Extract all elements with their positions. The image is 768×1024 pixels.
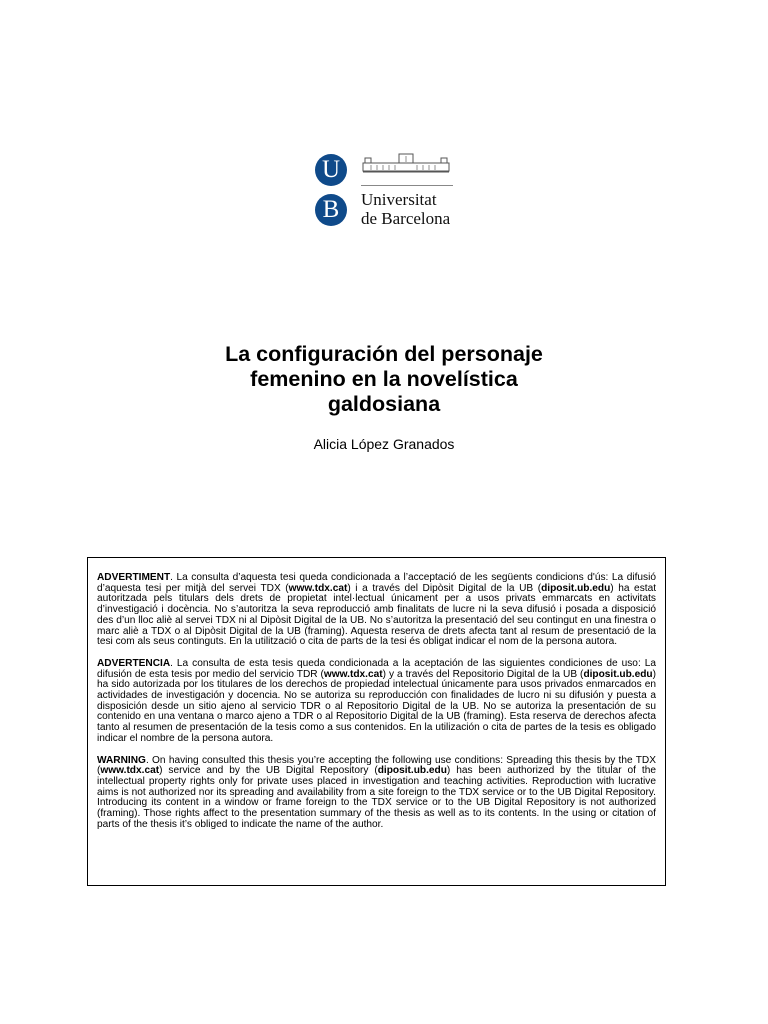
logo-name-line1: Universitat xyxy=(361,190,437,209)
logo-name-line2: de Barcelona xyxy=(361,209,451,228)
notice-spanish-text3: ) ha sido autorizada por los titulares de los derechos de propiedad intelectual únicamente para usos privados enmarcados en actividades de investigación y docencia. No se autoriza su reproducción con finalidades de lucro ni su difusión y puesta a disposición desde un sitio ajeno al servicio TDR o al Repositorio Digital de la UB. No se autoriza la presentación de su contenido en una ventana o marco ajeno a TDR o al Repositorio Digital de la UB (framing). Esta reserva de derechos afecta tanto al resumen de presentación de la tesis como a sus contenidos. En la utilización o cita de partes de la tesis es obligado indicar el nombre de la persona autora. xyxy=(97,668,656,744)
logo-letter-u: U xyxy=(315,154,347,186)
author-name: Alicia López Granados xyxy=(313,436,455,452)
notice-catalan-link2: diposit.ub.edu xyxy=(541,582,611,594)
notice-spanish xyxy=(97,659,656,745)
notice-spanish-label: ADVERTENCIA xyxy=(97,657,171,669)
notice-catalan-text1: . La consulta d’aquesta tesi queda condicionada a l’acceptació de les següents condicions d'ús: La difusió d’aquesta tesi per mitjà del servei TDX ( xyxy=(97,572,656,594)
notice-english-link2: diposit.ub.edu xyxy=(377,765,447,777)
logo-name xyxy=(361,190,450,228)
building-icon xyxy=(361,151,451,173)
thesis-title-line2: femenino en la novelística xyxy=(250,367,518,391)
notice-catalan-text3: ) ha estat autoritzada pels titulars dels drets de propietat intel·lectual únicament per a usos privats emmarcats en activitats d’investigació i docència. No s’autoritza la seva reproducció amb finalitats de lucre ni la seva difusió i posada a disposició des d’un lloc aliè al servei TDX ni al Dipòsit Digital de la UB. No s’autoritza la presentació del seu contingut en una finestra o marc aliè a TDX o al Dipòsit Digital de la UB (framing). Aquesta reserva de drets afecta tant al resum de presentació de la tesi com als seus continguts. En la utilització o cita de parts de la tesi és obligat indicar el nom de la persona autora. xyxy=(97,582,657,648)
university-logo xyxy=(311,148,461,232)
notice-english-link1: www.tdx.cat xyxy=(100,765,160,777)
notice-catalan-label: ADVERTIMENT xyxy=(97,572,171,583)
notice-english-text1: . On having consulted this thesis you’re accepting the following use conditions: Spreading this thesis by the TDX ( xyxy=(97,754,656,777)
notice-spanish-text1: . La consulta de esta tesis queda condicionada a la aceptación de las siguientes condiciones de uso: La difusión de esta tesis por medio del servicio TDR ( xyxy=(97,657,656,680)
rights-notice-box xyxy=(87,557,666,886)
notice-english xyxy=(97,756,656,831)
notice-catalan-link1: www.tdx.cat xyxy=(288,582,348,594)
notice-spanish-link2: diposit.ub.edu xyxy=(583,668,653,680)
notice-spanish-text2: ) y a través del Repositorio Digital de la UB ( xyxy=(382,668,584,680)
logo-rule xyxy=(361,185,453,186)
notice-spanish-link1: www.tdx.cat xyxy=(323,668,383,680)
thesis-title-line3: galdosiana xyxy=(327,392,441,416)
logo-letter-b: B xyxy=(315,194,347,226)
notice-catalan-text2: ) i a través del Dipòsit Digital de la UB ( xyxy=(347,582,542,594)
notice-catalan xyxy=(97,573,656,648)
thesis-title xyxy=(84,342,684,417)
thesis-title-line1: La configuración del personaje xyxy=(225,342,543,366)
notice-english-text3: ) has been authorized by the titular of the intellectual property rights only for private uses placed in investigation and teaching activities. Reproduction with lucrative aims is not authorized nor its spreading and availability from a site foreign to the TDX service or to the UB Digital Repository. Introducing its content in a window or frame foreign to the TDX service or to the UB Digital Repository is not authorized (framing). Those rights affect to the presentation summary of the thesis as well as to its contents. In the using or citation of parts of the thesis it’s obliged to indicate the name of the author. xyxy=(97,765,656,830)
notice-english-label: WARNING xyxy=(97,754,146,766)
notice-english-text2: ) service and by the UB Digital Repository ( xyxy=(159,765,378,777)
